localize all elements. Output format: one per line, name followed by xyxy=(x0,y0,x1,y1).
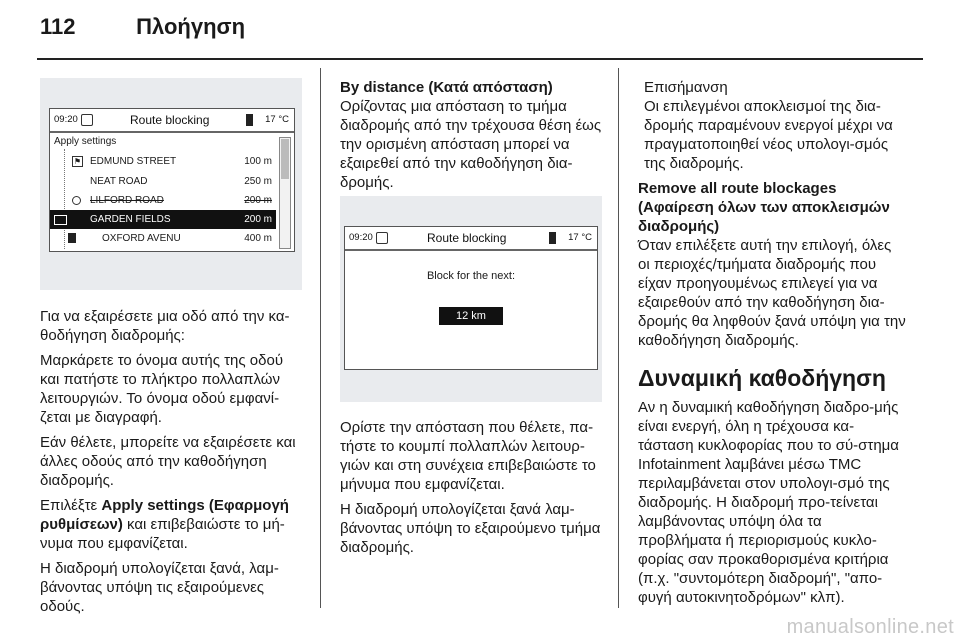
clock-icon xyxy=(376,232,388,244)
paragraph: Η διαδρομή υπολογίζεται ξανά λαμ-βάνοντας υπόψη το εξαιρούμενο τμήμα διαδρομής. xyxy=(340,501,601,556)
flag-icon: ⚑ xyxy=(73,157,82,166)
temperature: 17 °C xyxy=(265,114,289,125)
checkbox-icon xyxy=(54,215,67,225)
list-item[interactable] xyxy=(50,229,276,248)
street-distance: 200 m xyxy=(244,214,272,225)
list-title[interactable]: Apply settings xyxy=(54,136,117,147)
street-distance: 200 m xyxy=(244,195,272,206)
street-distance: 400 m xyxy=(244,233,272,244)
section-title: Δυναμική καθοδήγηση xyxy=(638,365,886,391)
column-2 xyxy=(340,78,602,198)
block-prompt: Block for the next: xyxy=(426,270,516,282)
header-rule xyxy=(37,58,923,60)
list-item[interactable] xyxy=(50,152,276,171)
menu-option-name: Apply settings (Εφαρμογή ρυθμίσεων) xyxy=(40,497,289,533)
screen-image-route-list xyxy=(40,78,302,290)
paragraph: Όταν επιλέξετε αυτή την επιλογή, όλες οι περιοχές/τμήματα διαδρομής που είχαν προηγουμένως επιλεγεί για να εξαιρεθούν από την καθοδήγηση δια-δρομής θα ληφθούν ξανά υπόψη για την καθοδήγηση διαδρομής. xyxy=(638,237,906,349)
distance-value[interactable]: 12 km xyxy=(439,307,503,325)
paragraph xyxy=(40,496,302,553)
list-item[interactable] xyxy=(50,172,276,191)
screen-title: Route blocking xyxy=(427,231,507,245)
column-3 xyxy=(638,78,906,613)
watermark: manualsonline.net xyxy=(786,616,954,638)
display-screen xyxy=(344,226,598,370)
text: Επιλέξτε xyxy=(40,497,98,514)
turn-icon xyxy=(68,233,76,243)
paragraph: Αν η δυναμική καθοδήγηση διαδρο-μής είναι ενεργή, όλη η τρέχουσα κα-τάσταση κυκλοφορίας που το σύ-στημα Infotainment λαμβάνει μέσω TMC περιλαμβάνεται στον υπολογι-σμό της διαδρομής. Η διαδρομή προ-τείνεται λαμβάνοντας υπόψη όλα τα προβλήματα ή περιορισμούς κυκλο-φορίας σαν προκαθορισμένα κριτήρια (π.χ. "συντομότερη διαδρομή", "απο-φυγή αυτοκινητοδρόμων" κλπ). xyxy=(638,399,899,606)
clock-time: 09:20 xyxy=(349,232,373,243)
display-screen xyxy=(49,108,295,252)
column-2-lower xyxy=(340,418,602,563)
street-name: EDMUND STREET xyxy=(90,156,177,167)
paragraph: Η διαδρομή υπολογίζεται ξανά, λαμ-βάνοντας υπόψη τις εξαιρούμενες οδούς. xyxy=(40,560,279,615)
page-title: Πλοήγηση xyxy=(136,14,246,39)
status-bar xyxy=(345,227,597,251)
section-heading: Remove all route blockages (Αφαίρεση όλων των αποκλεισμών διαδρομής) xyxy=(638,180,890,235)
section-heading: By distance (Κατά απόσταση) xyxy=(340,79,553,96)
list-item-selected[interactable] xyxy=(50,210,276,229)
page-number: 112 xyxy=(40,14,76,39)
note-heading: Επισήμανση xyxy=(644,79,728,96)
screen-title: Route blocking xyxy=(130,113,210,127)
paragraph: Μαρκάρετε το όνομα αυτής της οδού και πατήστε το πλήκτρο πολλαπλών λειτουργιών. Το όνομα οδού εμφανί-ζεται με διαγραφή. xyxy=(40,352,284,426)
page-header xyxy=(40,14,245,40)
blocked-icon xyxy=(72,196,81,205)
phone-icon xyxy=(246,114,253,126)
clock-time: 09:20 xyxy=(54,114,78,125)
paragraph: Για να εξαιρέσετε μια οδό από την κα-θοδήγηση διαδρομής: xyxy=(40,308,290,344)
street-distance: 100 m xyxy=(244,156,272,167)
phone-icon xyxy=(549,232,556,244)
column-1 xyxy=(40,307,302,622)
paragraph: Εάν θέλετε, μπορείτε να εξαιρέσετε και άλλες οδούς από την καθοδήγηση διαδρομής. xyxy=(40,434,296,489)
clock-icon xyxy=(81,114,93,126)
street-name: LILFORD ROAD xyxy=(90,195,164,206)
temperature: 17 °C xyxy=(568,232,592,243)
column-divider xyxy=(320,68,321,608)
note-text: Οι επιλεγμένοι αποκλεισμοί της δια-δρομής παραμένουν ενεργοί μέχρι να πραγματοποιηθεί νέος υπολογι-σμός της διαδρομής. xyxy=(644,98,893,172)
street-name: OXFORD AVENU xyxy=(102,233,181,244)
scrollbar[interactable] xyxy=(279,137,291,249)
screen-image-block-distance xyxy=(340,196,602,402)
note-box xyxy=(638,78,906,173)
paragraph: Ορίζοντας μια απόσταση το τμήμα διαδρομής από την τρέχουσα θέση έως την ορισμένη απόσταση μπορεί να εξαιρεθεί από την καθοδήγηση δια-δρομής. xyxy=(340,98,602,191)
paragraph: Ορίστε την απόσταση που θέλετε, πα-τήστε το κουμπί πολλαπλών λειτουρ-γιών και στη συνέχεια επιβεβαιώστε το μήνυμα που εμφανίζεται. xyxy=(340,419,596,493)
status-bar xyxy=(50,109,294,133)
street-name: NEAT ROAD xyxy=(90,176,148,187)
street-name: GARDEN FIELDS xyxy=(90,214,171,225)
scrollbar-thumb[interactable] xyxy=(281,139,289,179)
street-distance: 250 m xyxy=(244,176,272,187)
column-divider xyxy=(618,68,619,608)
text: και επιβεβαιώστε το μή-νυμα που εμφανίζεται. xyxy=(40,516,285,552)
list-item[interactable] xyxy=(50,191,276,210)
